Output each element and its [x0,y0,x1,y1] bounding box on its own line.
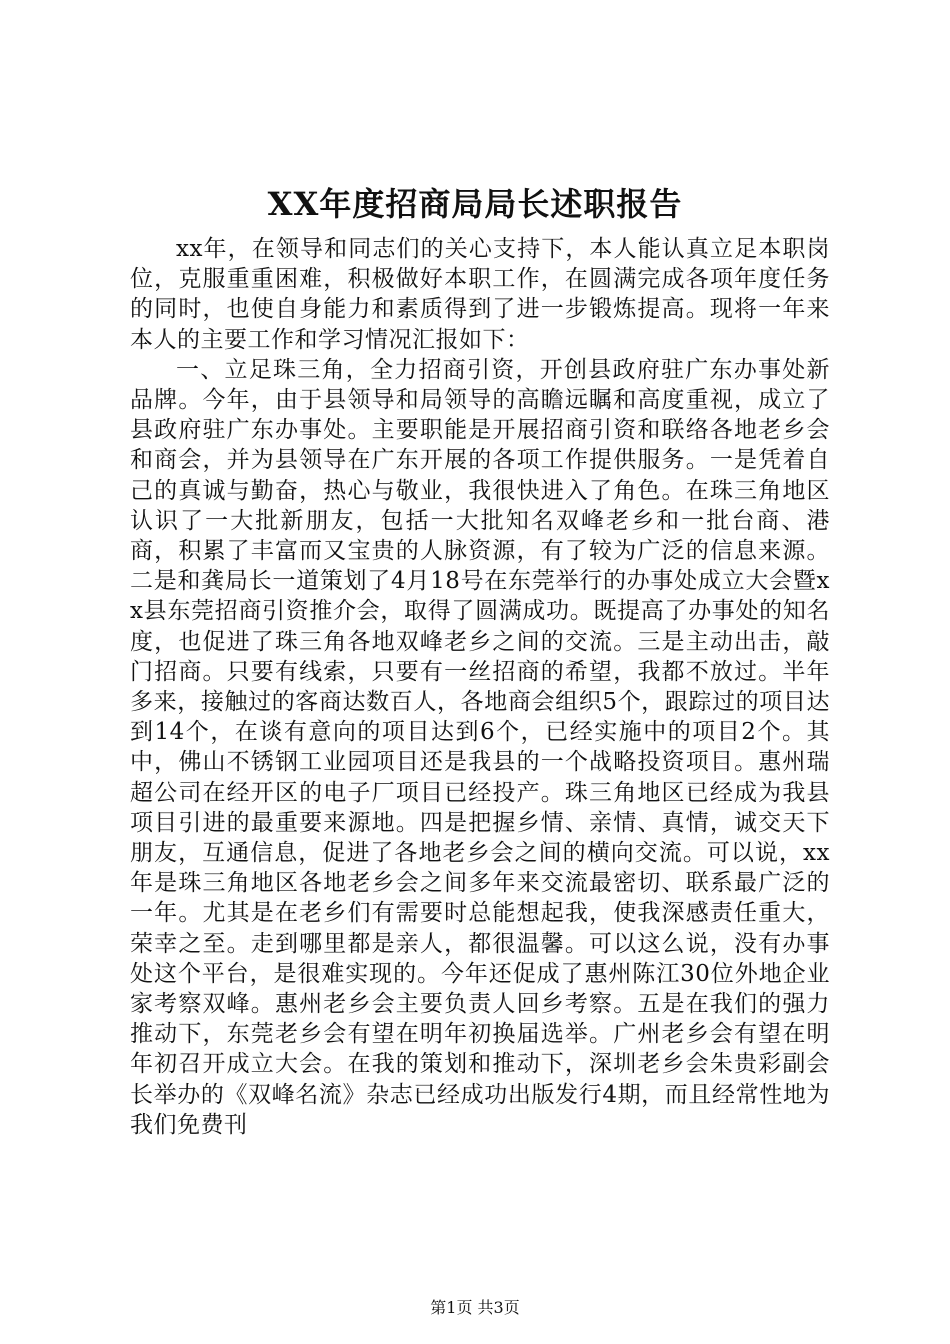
page-number-footer: 第1页 共3页 [430,1298,520,1317]
document-title: XX年度招商局局长述职报告 [267,185,683,223]
document-body [130,234,830,1140]
intro-paragraph: xx年，在领导和同志们的关心支持下，本人能认真立足本职岗位，克服重重困难，积极做好本职工作，在圆满完成各项年度任务的同时，也使自身能力和素质得到了进一步锻炼提高。现将一年来本人的主要工作和学习情况汇报如下： [130,236,830,353]
section-one-paragraph: 一、立足珠三角，全力招商引资，开创县政府驻广东办事处新品牌。今年，由于县领导和局领导的高瞻远瞩和高度重视，成立了县政府驻广东办事处。主要职能是开展招商引资和联络各地老乡会和商会，并为县领导在广东开展的各项工作提供服务。一是凭着自己的真诚与勤奋，热心与敬业，我很快进入了角色。在珠三角地区认识了一大批新朋友，包括一大批知名双峰老乡和一批台商、港商，积累了丰富而又宝贵的人脉资源，有了较为广泛的信息来源。二是和龚局长一道策划了4月18号在东莞举行的办事处成立大会暨xx县东莞招商引资推介会，取得了圆满成功。既提高了办事处的知名度，也促进了珠三角各地双峰老乡之间的交流。三是主动出击，敲门招商。只要有线索，只要有一丝招商的希望，我都不放过。半年多来，接触过的客商达数百人，各地商会组织5个，跟踪过的项目达到14个，在谈有意向的项目达到6个，已经实施中的项目2个。其中，佛山不锈钢工业园项目还是我县的一个战略投资项目。惠州瑞超公司在经开区的电子厂项目已经投产。珠三角地区已经成为我县项目引进的最重要来源地。四是把握乡情、亲情、真情，诚交天下朋友，互通信息，促进了各地老乡会之间的横向交流。可以说，xx年是珠三角地区各地老乡会之间多年来交流最密切、联系最广泛的一年。尤其是在老乡们有需要时总能想起我，使我深感责任重大，荣幸之至。走到哪里都是亲人，都很温馨。可以这么说，没有办事处这个平台，是很难实现的。今年还促成了惠州陈江30位外地企业家考察双峰。惠州老乡会主要负责人回乡考察。五是在我们的强力推动下，东莞老乡会有望在明年初换届选举。广州老乡会有望在明年初召开成立大会。在我的策划和推动下，深圳老乡会朱贵彩副会长举办的《双峰名流》杂志已经成功出版发行4期，而且经常性地为我们免费刊 [130,356,830,1138]
